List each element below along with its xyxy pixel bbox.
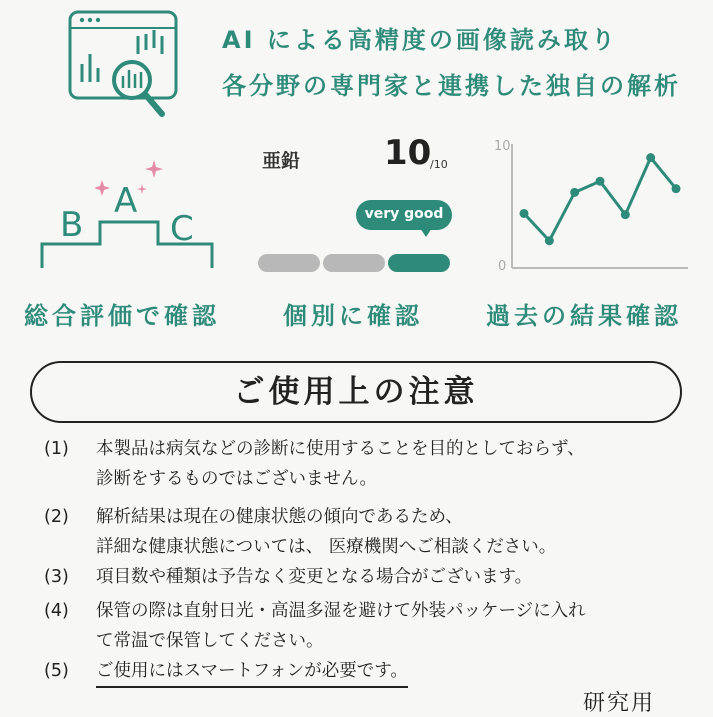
notice-line: て常温で保管してください。 <box>96 631 324 651</box>
notice-number: (5) <box>44 661 69 681</box>
notice-line: 詳細な健康状態については、 医療機関へご相談ください。 <box>96 537 557 557</box>
rating-bar-segment-1 <box>258 254 320 272</box>
sparkle-icon <box>145 160 163 178</box>
notice-item <box>44 562 532 592</box>
rating-bar-segment-3-active <box>388 254 450 272</box>
series-line <box>524 158 676 241</box>
caption-history-check: 過去の結果確認 <box>486 302 682 330</box>
notice-item <box>44 502 556 562</box>
rating-bar-segment-2 <box>323 254 385 272</box>
data-point-3 <box>570 188 579 197</box>
headline-ai-reading: AI による高精度の画像読み取り <box>222 26 618 54</box>
score-value: 10 <box>384 133 432 173</box>
rank-letter-b: B <box>60 205 84 245</box>
y-tick-label-top: 10 <box>494 139 511 154</box>
notice-title: ご使用上の注意 <box>30 361 682 423</box>
notice-line: 保管の際は直射日光・高温多湿を避けて外装パッケージに入れ <box>96 601 586 621</box>
rating-badge: very good <box>356 200 452 230</box>
notice-line: ご使用にはスマートフォンが必要です。 <box>96 661 408 681</box>
history-line-chart <box>480 130 690 275</box>
notice-number: (3) <box>44 567 69 587</box>
caption-overall-evaluation: 総合評価で確認 <box>24 302 220 330</box>
rank-letter-a: A <box>114 181 138 221</box>
notice-number: (1) <box>44 439 69 459</box>
notice-line: 診断をするものではございません。 <box>96 469 378 489</box>
y-tick-label-bottom: 0 <box>498 259 507 274</box>
notice-number: (2) <box>44 507 69 527</box>
notice-line: 項目数や種類は予告なく変更となる場合がございます。 <box>96 567 533 587</box>
caption-individual-check: 個別に確認 <box>283 302 423 330</box>
item-label: 亜鉛 <box>262 150 301 172</box>
notice-number: (4) <box>44 601 69 621</box>
data-point-5 <box>621 210 630 219</box>
data-point-7 <box>672 184 681 193</box>
badge-pointer <box>420 228 432 237</box>
sparkle-icon <box>94 180 110 196</box>
analysis-magnifier-icon <box>68 10 188 126</box>
notice-item <box>44 656 408 688</box>
notice-item <box>44 596 586 656</box>
data-point-6 <box>646 153 655 162</box>
research-use-label: 研究用 <box>583 691 656 716</box>
headline-expert-analysis: 各分野の専門家と連携した独自の解析 <box>222 72 681 100</box>
sparkle-icon <box>137 184 147 194</box>
data-point-4 <box>596 177 605 186</box>
abc-podium-illustration <box>30 150 220 272</box>
data-point-2 <box>545 236 554 245</box>
data-point-1 <box>520 209 529 218</box>
rank-letter-c: C <box>170 209 194 249</box>
notice-line: 解析結果は現在の健康状態の傾向であるため、 <box>96 507 463 527</box>
notice-item <box>44 434 585 494</box>
notice-line: 本製品は病気などの診断に使用することを目的としておらず、 <box>96 439 585 459</box>
score-max: /10 <box>430 158 448 171</box>
